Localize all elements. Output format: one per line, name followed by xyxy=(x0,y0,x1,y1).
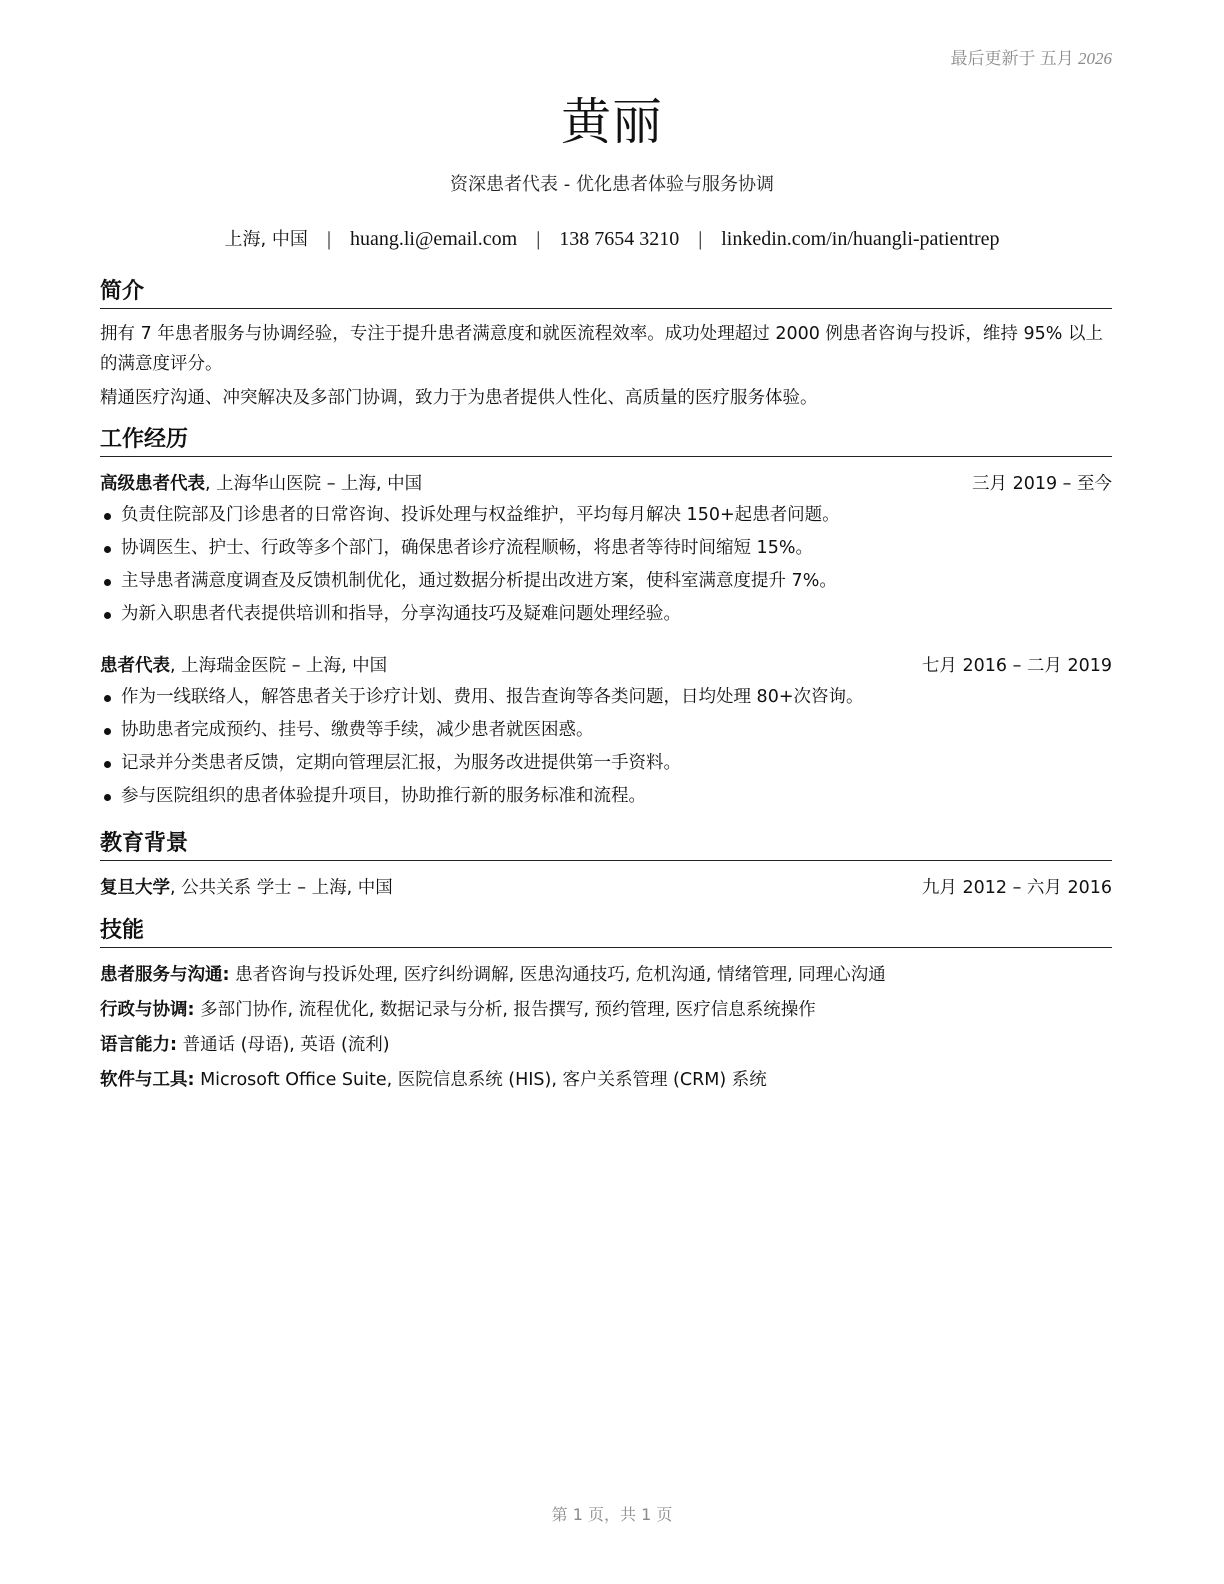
summary-paragraph: 精通医疗沟通、冲突解决及多部门协调，致力于为患者提供人性化、高质量的医疗服务体验。 xyxy=(100,388,818,408)
job-bullet: 为新入职患者代表提供培训和指导，分享沟通技巧及疑难问题处理经验。 xyxy=(100,598,1112,631)
page-number: 第 1 页，共 1 页 xyxy=(551,1505,673,1524)
candidate-name: 黄丽 xyxy=(561,93,663,151)
contact-linkedin[interactable]: linkedin.com/in/huangli-patientrep xyxy=(721,228,1000,250)
experience-section xyxy=(100,426,1112,813)
skill-row xyxy=(100,993,1112,1028)
job-entry xyxy=(100,469,1112,631)
contact-email[interactable]: huang.li@email.com xyxy=(349,228,518,250)
job-dates: 七月 2016 – 二月 2019 xyxy=(921,656,1112,676)
job-title: 高级患者代表 xyxy=(100,474,205,494)
candidate-subtitle: 资深患者代表 - 优化患者体验与服务协调 xyxy=(450,174,774,195)
skill-label: 行政与协调: xyxy=(100,1000,195,1020)
skill-value: Microsoft Office Suite, 医院信息系统 (HIS), 客户关系管理 (CRM) 系统 xyxy=(194,1070,767,1090)
contact-separator: | xyxy=(326,228,331,250)
contact-separator: | xyxy=(536,228,541,250)
job-bullet: 作为一线联络人，解答患者关于诊疗计划、费用、报告查询等各类问题，日均处理 80+次咨询。 xyxy=(100,681,1112,714)
skill-value: 患者咨询与投诉处理, 医疗纠纷调解, 医患沟通技巧, 危机沟通, 情绪管理, 同理心沟通 xyxy=(229,965,886,985)
job-header xyxy=(100,651,1112,681)
education-school: 复旦大学 xyxy=(100,878,170,898)
job-title: 患者代表 xyxy=(100,656,170,676)
education-detail: , 公共关系 学士 – 上海, 中国 xyxy=(170,878,393,898)
last-updated xyxy=(951,44,1113,69)
job-bullet: 协调医生、护士、行政等多个部门，确保患者诊疗流程顺畅，将患者等待时间缩短 15%。 xyxy=(100,532,1112,565)
job-bullet: 负责住院部及门诊患者的日常咨询、投诉处理与权益维护，平均每月解决 150+起患者问题。 xyxy=(100,499,1112,532)
skills-section xyxy=(100,917,1112,1098)
summary-section xyxy=(100,278,1112,413)
skills-list xyxy=(100,958,1112,1098)
education-dates: 九月 2012 – 六月 2016 xyxy=(921,878,1112,898)
skill-label: 语言能力: xyxy=(100,1035,177,1055)
skill-value: 多部门协作, 流程优化, 数据记录与分析, 报告撰写, 预约管理, 医疗信息系统操作 xyxy=(194,1000,816,1020)
education-section xyxy=(100,830,1112,903)
job-bullets xyxy=(100,499,1112,631)
education-heading: 教育背景 xyxy=(100,830,1112,861)
contact-phone: 138 7654 3210 xyxy=(559,228,680,250)
skill-value: 普通话 (母语), 英语 (流利) xyxy=(177,1035,390,1055)
job-bullet: 主导患者满意度调查及反馈机制优化，通过数据分析提出改进方案，使科室满意度提升 7%。 xyxy=(100,565,1112,598)
job-bullet: 参与医院组织的患者体验提升项目，协助推行新的服务标准和流程。 xyxy=(100,780,1112,813)
job-header xyxy=(100,469,1112,499)
job-entry xyxy=(100,651,1112,813)
contact-location: 上海, 中国 xyxy=(224,229,308,250)
education-entry xyxy=(100,873,1112,903)
last-updated-year: 2026 xyxy=(1078,49,1112,68)
job-bullet: 记录并分类患者反馈，定期向管理层汇报，为服务改进提供第一手资料。 xyxy=(100,747,1112,780)
job-bullet: 协助患者完成预约、挂号、缴费等手续，减少患者就医困惑。 xyxy=(100,714,1112,747)
summary-paragraph: 拥有 7 年患者服务与协调经验，专注于提升患者满意度和就医流程效率。成功处理超过 2000 例患者咨询与投诉，维持 95% 以上的满意度评分。 xyxy=(100,324,1103,374)
job-org: , 上海华山医院 – 上海, 中国 xyxy=(205,474,423,494)
summary-heading: 简介 xyxy=(100,278,1112,309)
last-updated-label: 最后更新于 五月 xyxy=(950,49,1074,68)
skill-row xyxy=(100,1063,1112,1098)
skill-label: 患者服务与沟通: xyxy=(100,965,230,985)
experience-heading: 工作经历 xyxy=(100,426,1112,457)
skills-heading: 技能 xyxy=(100,917,1112,948)
skill-row xyxy=(100,1028,1112,1063)
job-dates: 三月 2019 – 至今 xyxy=(972,474,1112,494)
contact-line xyxy=(0,225,1224,251)
skill-label: 软件与工具: xyxy=(100,1070,195,1090)
job-bullets xyxy=(100,681,1112,813)
skill-row xyxy=(100,958,1112,993)
contact-separator: | xyxy=(698,228,703,250)
job-org: , 上海瑞金医院 – 上海, 中国 xyxy=(170,656,388,676)
